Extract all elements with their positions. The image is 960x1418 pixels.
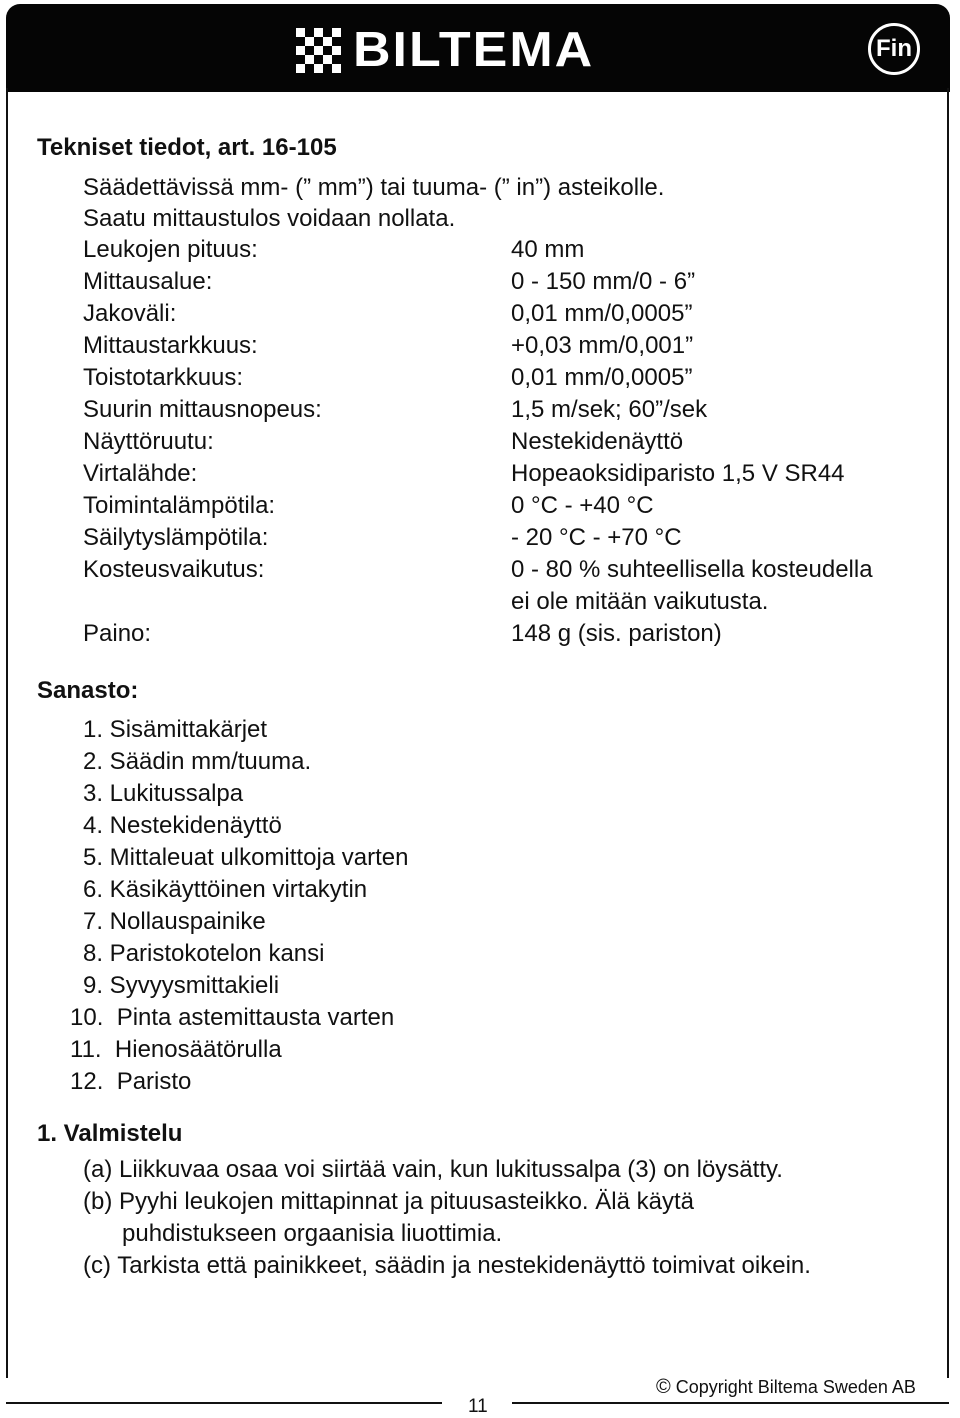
spec-label: Virtalähde:	[83, 460, 198, 487]
tech-intro-line: Saatu mittaustulos voidaan nollata.	[83, 205, 456, 232]
prep-heading: 1. Valmistelu	[37, 1120, 183, 1147]
glossary-item: 10. Pinta astemittausta varten	[70, 1004, 395, 1031]
prep-line: (c) Tarkista että painikkeet, säädin ja nestekidenäyttö toimivat oikein.	[83, 1252, 811, 1279]
glossary-item: 2. Säädin mm/tuuma.	[83, 748, 312, 775]
tech-heading: Tekniset tiedot, art. 16-105	[37, 134, 337, 161]
spec-label: Toistotarkkuus:	[83, 364, 244, 391]
spec-value: 0,01 mm/0,0005”	[511, 300, 693, 327]
spec-value: Nestekidenäyttö	[511, 428, 684, 455]
prep-line: (a) Liikkuvaa osaa voi siirtää vain, kun lukitussalpa (3) on löysätty.	[83, 1156, 783, 1183]
copyright-icon: ©	[656, 1376, 671, 1398]
footer-rule-left	[6, 1402, 442, 1404]
glossary-item: 3. Lukitussalpa	[83, 780, 244, 807]
spec-label: Toimintalämpötila:	[83, 492, 276, 519]
spec-value: +0,03 mm/0,001”	[511, 332, 694, 359]
brand-name: BILTEMA	[353, 22, 595, 78]
biltema-logo	[296, 22, 594, 78]
glossary-item: 8. Paristokotelon kansi	[83, 940, 325, 967]
checker-flag-icon	[296, 28, 341, 73]
glossary-item: 6. Käsikäyttöinen virtakytin	[83, 876, 368, 903]
spec-label: Mittausalue:	[83, 268, 213, 295]
spec-value: 0 - 150 mm/0 - 6”	[511, 268, 696, 295]
spec-label: Näyttöruutu:	[83, 428, 214, 455]
header-bar	[6, 4, 950, 92]
glossary-heading: Sanasto:	[37, 677, 139, 704]
spec-label: Leukojen pituus:	[83, 236, 258, 263]
spec-value: Hopeaoksidiparisto 1,5 V SR44	[511, 460, 845, 487]
footer-rule-right	[512, 1402, 949, 1404]
tech-intro-line: Säädettävissä mm- (” mm”) tai tuuma- (” in”) asteikolle.	[83, 174, 665, 201]
page-number: 11	[468, 1396, 488, 1417]
glossary-item: 9. Syvyysmittakieli	[83, 972, 280, 999]
spec-value: 1,5 m/sek; 60”/sek	[511, 396, 708, 423]
spec-value: 148 g (sis. pariston)	[511, 620, 722, 647]
spec-value: 40 mm	[511, 236, 585, 263]
copyright-text: Copyright Biltema Sweden AB	[675, 1377, 916, 1397]
spec-label: Jakoväli:	[83, 300, 177, 327]
spec-value: 0 - 80 % suhteellisella kosteudella	[511, 556, 873, 583]
spec-label: Mittaustarkkuus:	[83, 332, 258, 359]
glossary-item: 5. Mittaleuat ulkomittoja varten	[83, 844, 409, 871]
glossary-item: 11. Hienosäätörulla	[70, 1036, 282, 1063]
glossary-item: 7. Nollauspainike	[83, 908, 266, 935]
spec-label: Paino:	[83, 620, 152, 647]
spec-value-continued: ei ole mitään vaikutusta.	[511, 588, 769, 615]
copyright	[656, 1376, 916, 1399]
page-frame-right	[947, 88, 949, 1378]
page-frame-left	[6, 88, 8, 1378]
spec-label: Kosteusvaikutus:	[83, 556, 265, 583]
spec-value: 0,01 mm/0,0005”	[511, 364, 693, 391]
glossary-item: 1. Sisämittakärjet	[83, 716, 268, 743]
spec-value: 0 °C - +40 °C	[511, 492, 654, 519]
spec-value: - 20 °C - +70 °C	[511, 524, 682, 551]
prep-line: (b) Pyyhi leukojen mittapinnat ja pituusasteikko. Älä käytä	[83, 1188, 694, 1215]
prep-line: puhdistukseen orgaanisia liuottimia.	[122, 1220, 503, 1247]
glossary-item: 12. Paristo	[70, 1068, 192, 1095]
glossary-item: 4. Nestekidenäyttö	[83, 812, 282, 839]
spec-label: Säilytyslämpötila:	[83, 524, 269, 551]
language-badge: Fin	[868, 23, 920, 75]
spec-label: Suurin mittausnopeus:	[83, 396, 322, 423]
